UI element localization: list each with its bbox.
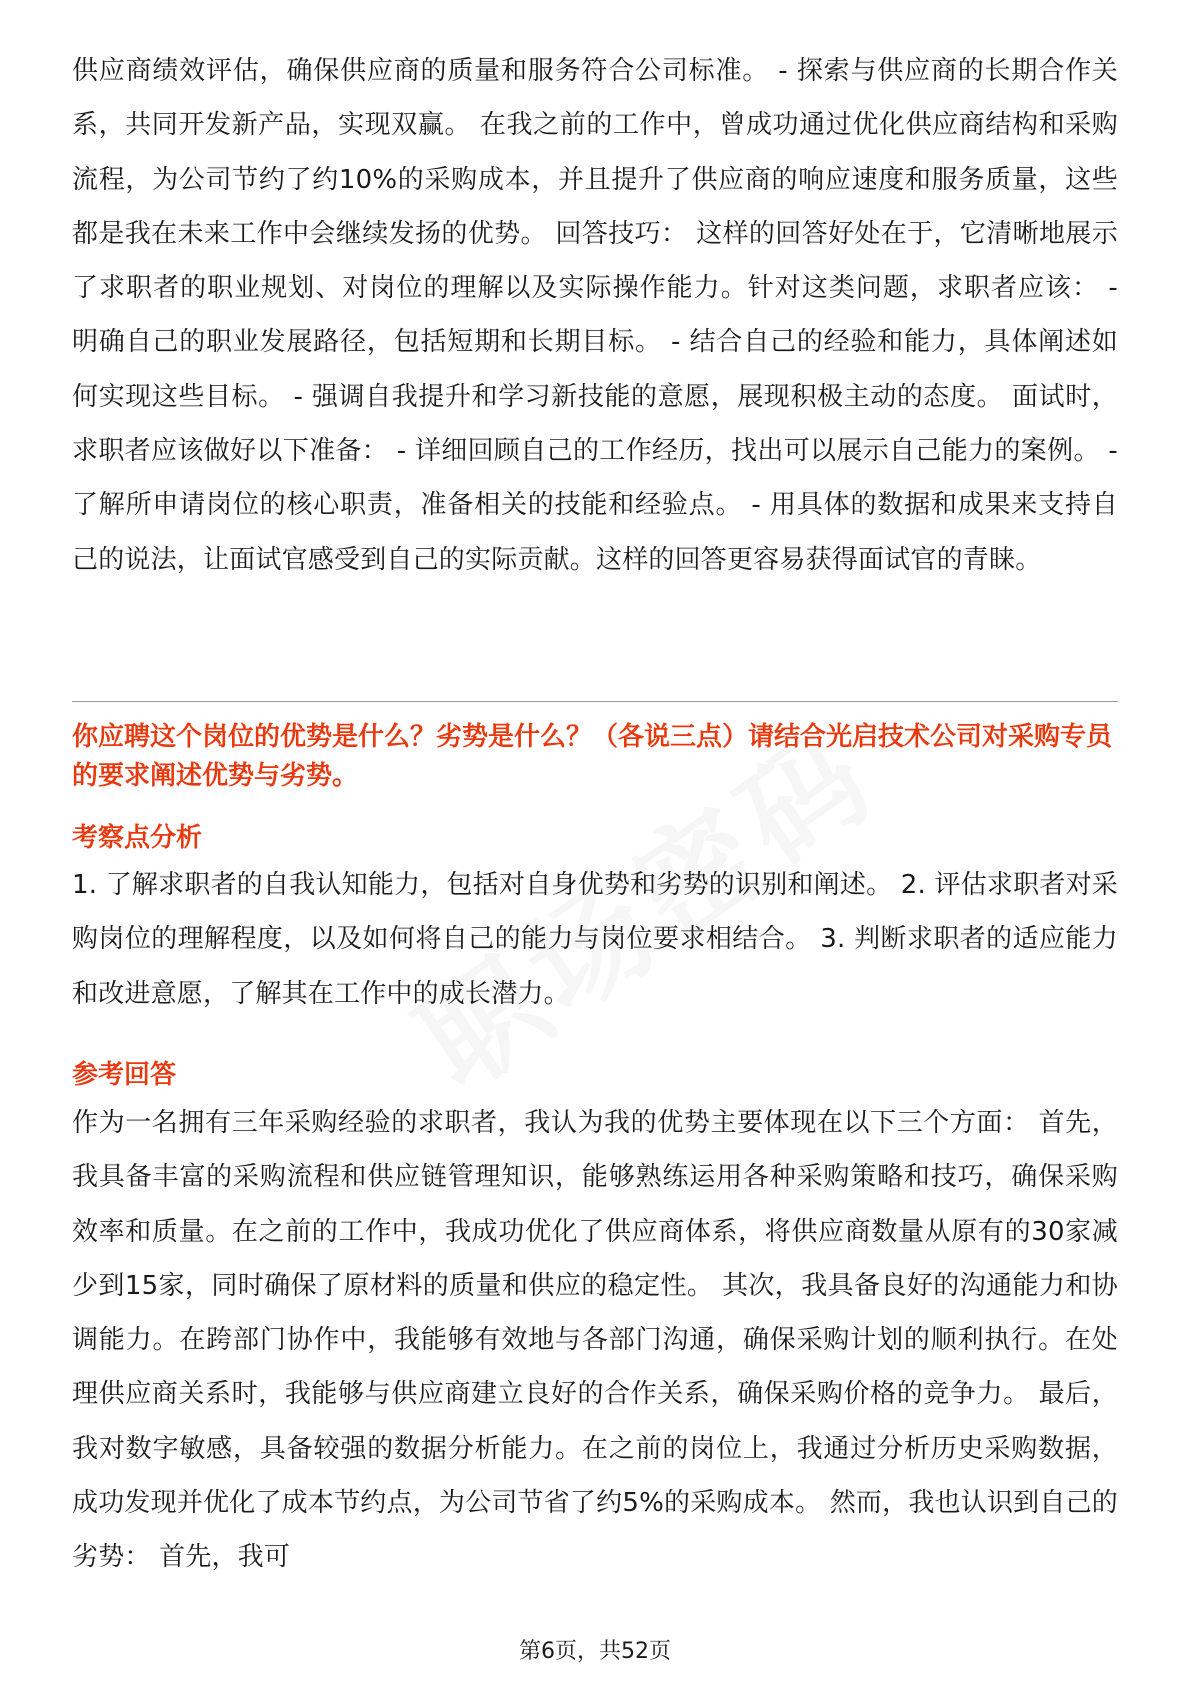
- page-number-footer: 第6页，共52页: [519, 1639, 671, 1664]
- analysis-paragraph: 1. 了解求职者的自我认知能力，包括对自身优势和劣势的识别和阐述。 2. 评估求职者对采购岗位的理解程度，以及如何将自己的能力与岗位要求相结合。 3. 判断求职者的适应能力和改进意愿，了解其在工作中的成长潜力。: [72, 870, 1118, 1009]
- interview-question: 你应聘这个岗位的优势是什么？劣势是什么？（各说三点）请结合光启技术公司对采购专员的要求阐述优势与劣势。: [72, 722, 1113, 791]
- reference-answer-paragraph: 作为一名拥有三年采购经验的求职者，我认为我的优势主要体现在以下三个方面： 首先，我具备丰富的采购流程和供应链管理知识，能够熟练运用各种采购策略和技巧，确保采购效率和质量。在之前的工作中，我成功优化了供应商体系，将供应商数量从原有的30家减少到15家，同时确保了原材料的质量和供应的稳定性。 其次，我具备良好的沟通能力和协调能力。在跨部门协作中，我能够有效地与各部门沟通，确保采购计划的顺利执行。在处理供应商关系时，我能够与供应商建立良好的合作关系，确保采购价格的竞争力。 最后，我对数字敏感，具备较强的数据分析能力。在之前的岗位上，我通过分析历史采购数据，成功发现并优化了成本节约点，为公司节省了约5%的采购成本。 然而，我也认识到自己的劣势： 首先，我可: [72, 1108, 1118, 1573]
- continued-answer-paragraph: 供应商绩效评估，确保供应商的质量和服务符合公司标准。 - 探索与供应商的长期合作关系，共同开发新产品，实现双赢。 在我之前的工作中，曾成功通过优化供应商结构和采购流程，为公司节约了约10%的采购成本，并且提升了供应商的响应速度和服务质量，这些都是我在未来工作中会继续发扬的优势。 回答技巧： 这样的回答好处在于，它清晰地展示了求职者的职业规划、对岗位的理解以及实际操作能力。针对这类问题，求职者应该： - 明确自己的职业发展路径，包括短期和长期目标。 - 结合自己的经验和能力，具体阐述如何实现这些目标。 - 强调自我提升和学习新技能的意愿，展现积极主动的态度。 面试时，求职者应该做好以下准备： - 详细回顾自己的工作经历，找出可以展示自己能力的案例。 - 了解所申请岗位的核心职责，准备相关的技能和经验点。 - 用具体的数据和成果来支持自己的说法，让面试官感受到自己的实际贡献。这样的回答更容易获得面试官的青睐。: [72, 56, 1118, 575]
- section-divider: [72, 701, 1118, 702]
- analysis-heading: 考察点分析: [72, 823, 203, 853]
- reference-answer-heading: 参考回答: [72, 1060, 177, 1090]
